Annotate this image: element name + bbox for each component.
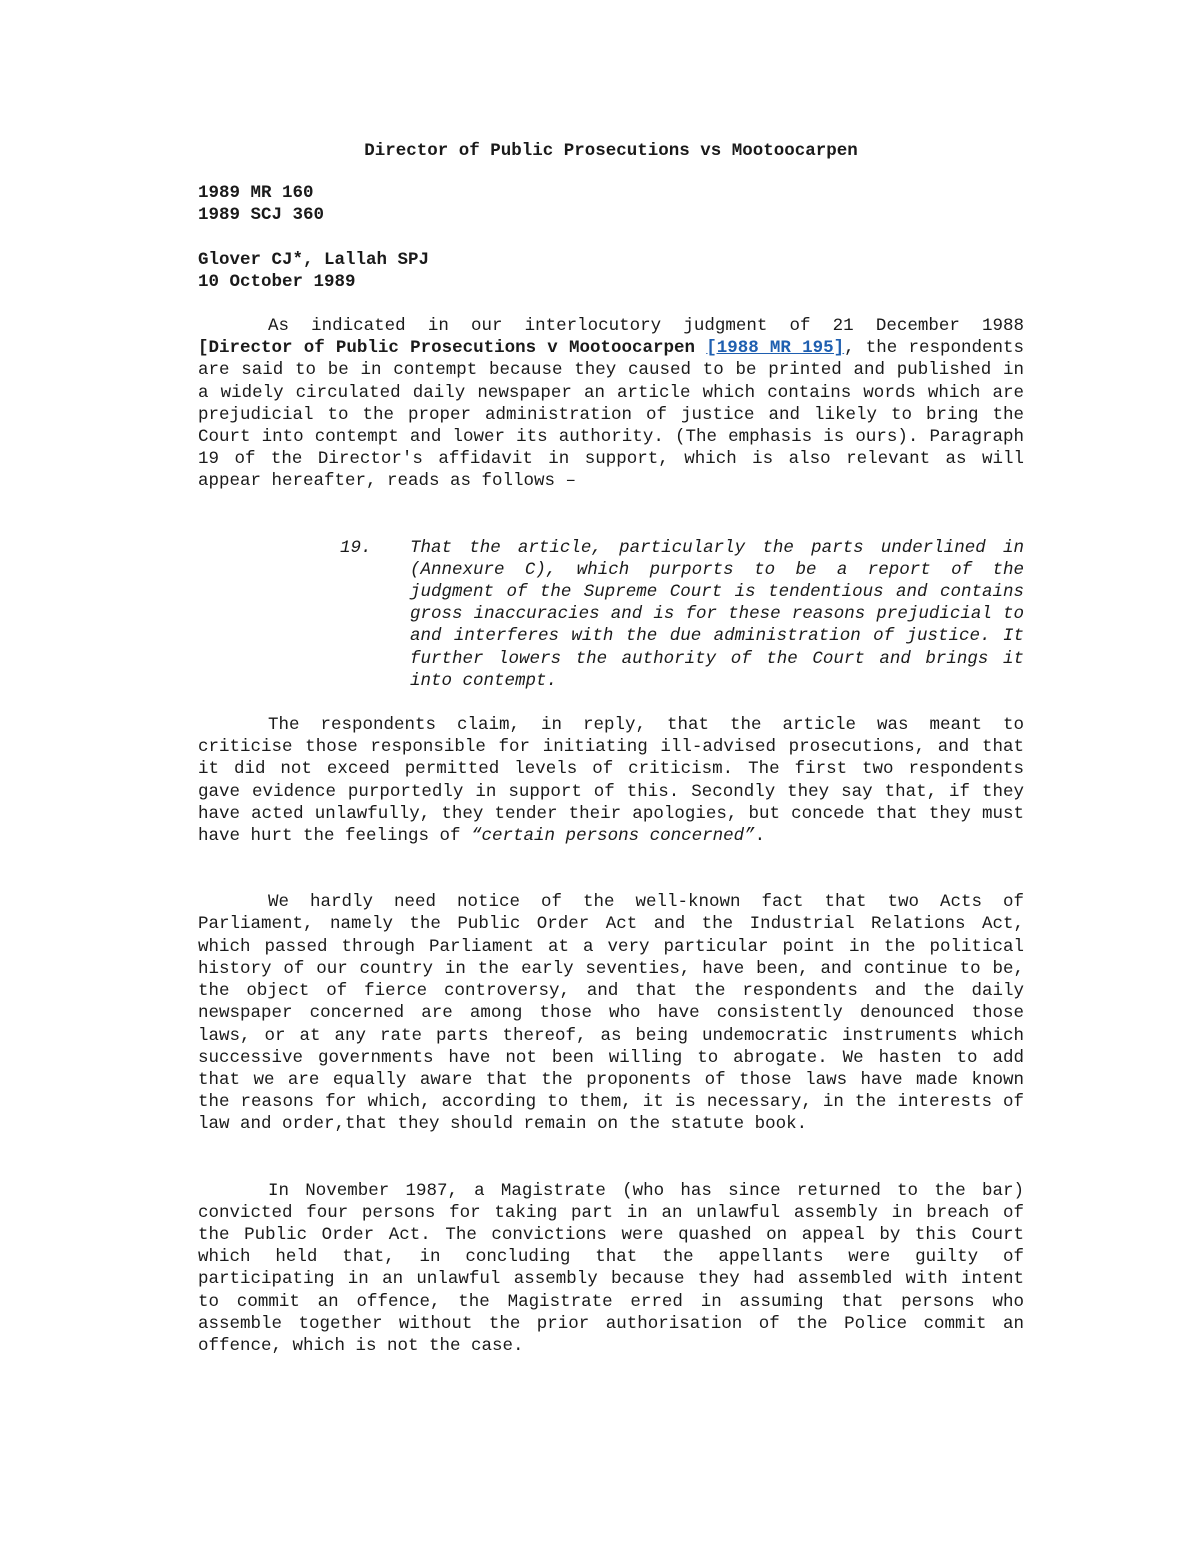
citation-scj: 1989 SCJ 360 [198, 205, 325, 226]
case-citation-link[interactable]: [1988 MR 195] [706, 338, 845, 359]
paragraph-2 [198, 714, 1024, 847]
paragraph-1-rest: , the respondents are said to be in contempt because they caused to be printed and published in a widely circulated daily newspaper an article which contains words which are prejudicial to the proper administration of justice and likely to bring the Court into contempt and lower its authority. (The emphasis is ours). Paragraph 19 of the Director's affidavit in support, which is also relevant as will appear hereafter, reads as follows – [198, 338, 1025, 492]
document-title: Director of Public Prosecutions vs Mootoocarpen [364, 141, 858, 161]
paragraph-3: We hardly need notice of the well-known fact that two Acts of Parliament, namely the Public Order Act and the Industrial Relations Act, which passed through Parliament at a very particular point in the political history of our country in the early seventies, have been, and continue to be, the object of fierce controversy, and that the respondents and the daily newspaper concerned are among those who have consistently denounced those laws, or at any rate parts thereof, as being undemocratic instruments which successive governments have not been willing to abrogate. We hasten to add that we are equally aware that the proponents of those laws have made known the reasons for which, according to them, it is necessary, in the interests of law and order,that they should remain on the statute book. [198, 892, 1024, 1135]
paragraph-1-lead: As indicated in our interlocutory judgment of 21 December 1988 [268, 316, 1024, 337]
judgment-date: 10 October 1989 [198, 271, 356, 292]
judges: Glover CJ*, Lallah SPJ [198, 249, 430, 270]
quote-text: That the article, particularly the parts underlined in (Annexure C), which purports to be a report of the judgment of the Supreme Court is tendentious and contains gross inaccuracies and is for these reasons prejudicial to and interferes with the due administration of justice. It further lowers the authority of the Court and brings it into contempt. [410, 537, 1024, 691]
paragraph-1 [198, 315, 1024, 493]
case-reference: [Director of Public Prosecutions v Mootoocarpen [198, 338, 707, 359]
paragraph-2-italic: “certain persons concerned” [471, 826, 755, 847]
bench-and-date [198, 249, 1024, 293]
citation-mr: 1989 MR 160 [198, 183, 314, 204]
paragraph-4: In November 1987, a Magistrate (who has since returned to the bar) convicted four persons for taking part in an unlawful assembly in breach of the Public Order Act. The convictions were quashed on appeal by this Court which held that, in concluding that the appellants were guilty of participating in an unlawful assembly because they had assembled with intent to commit an offence, the Magistrate erred in assuming that persons who assemble together without the prior authorisation of the Police commit an offence, which is not the case. [198, 1180, 1024, 1356]
paragraph-2-end: . [754, 826, 766, 847]
affidavit-quote [198, 537, 1024, 692]
judgment-text [198, 140, 1024, 1357]
citations [198, 182, 1024, 226]
paragraph-2-text: The respondents claim, in reply, that the article was meant to criticise those responsible for initiating ill-advised prosecutions, and that it did not exceed permitted levels of criticism. The first two respondents gave evidence purportedly in support of this. Secondly they say that, if they have acted unlawfully, they tender their apologies, but concede that they must have hurt the feelings of [198, 715, 1024, 847]
quote-number: 19. [340, 537, 372, 558]
